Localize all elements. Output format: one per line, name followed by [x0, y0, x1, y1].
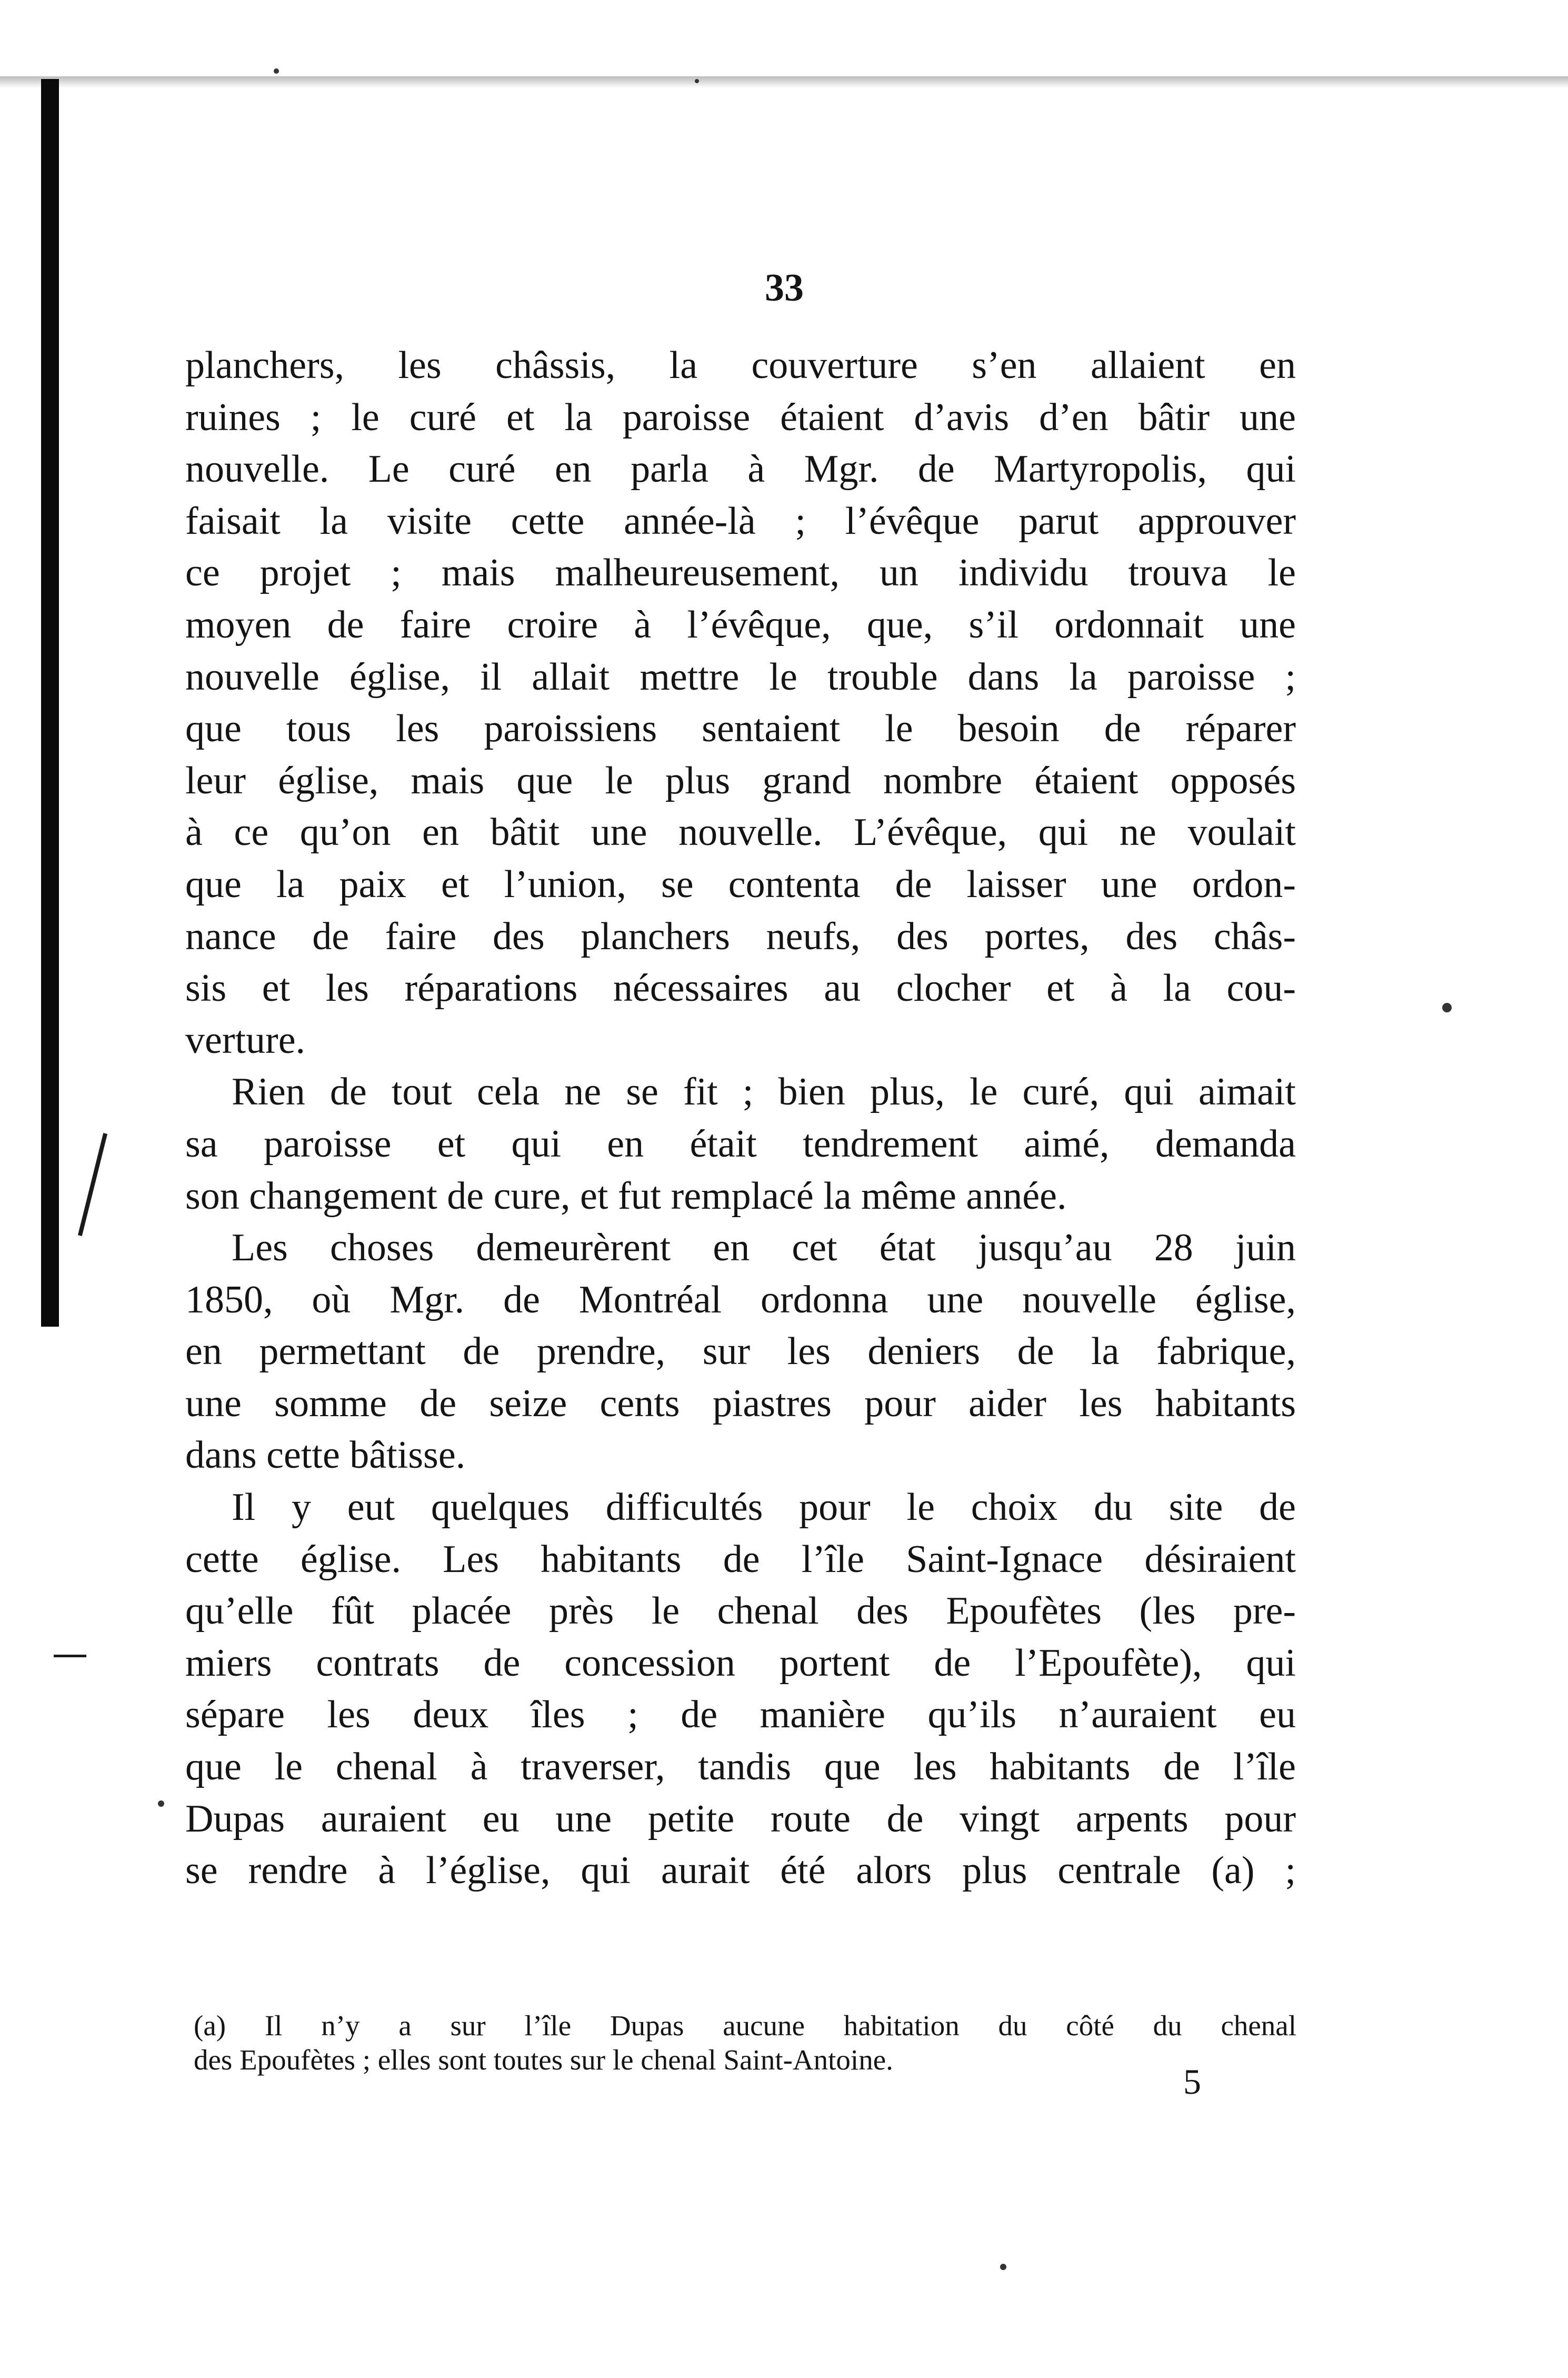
text-line: cette église. Les habitants de l’île Saint-Ignace désiraient [185, 1537, 1296, 1581]
text-line: ce projet ; mais malheureusement, un individu trouva le [185, 551, 1296, 595]
text-line: que le chenal à traverser, tandis que les habitants de l’île [185, 1745, 1296, 1789]
text-line: une somme de seize cents piastres pour aider les habitants [185, 1381, 1296, 1425]
text-line: Il y eut quelques difficultés pour le choix du site de [232, 1486, 1296, 1529]
text-line: planchers, les châssis, la couverture s’en allaient en [185, 344, 1296, 387]
text-line: faisait la visite cette année-là ; l’évêque parut approuver [185, 499, 1296, 543]
text-line: nouvelle église, il allait mettre le trouble dans la paroisse ; [185, 655, 1296, 699]
ink-speck [1000, 2264, 1006, 2270]
text-line: miers contrats de concession portent de l’Epoufète), qui [185, 1641, 1296, 1685]
binding-edge [41, 79, 59, 1327]
text-line: ruines ; le curé et la paroisse étaient d’avis d’en bâtir une [185, 395, 1296, 439]
footnote [194, 2008, 1296, 2077]
text-line: verture. [185, 1018, 306, 1062]
footnote-line: des Epoufètes ; elles sont toutes sur le chenal Saint-Antoine. [194, 2044, 893, 2076]
text-line: Rien de tout cela ne se fit ; bien plus, le curé, qui aimait [232, 1070, 1296, 1114]
footnote-line: (a) Il n’y a sur l’île Dupas aucune habitation du côté du chenal [194, 2009, 1296, 2042]
text-line: son changement de cure, et fut remplacé la même année. [185, 1174, 1067, 1218]
ink-speck [1442, 1003, 1452, 1012]
text-line: que tous les paroissiens sentaient le besoin de réparer [185, 707, 1296, 751]
text-line: que la paix et l’union, se contenta de laisser une ordon- [185, 862, 1296, 906]
page-number: 33 [765, 266, 804, 310]
text-line: en permettant de prendre, sur les deniers de la fabrique, [185, 1330, 1296, 1374]
text-line: qu’elle fût placée près le chenal des Epoufètes (les pre- [185, 1589, 1296, 1633]
body-text [185, 340, 1296, 1897]
text-line: Les choses demeurèrent en cet état jusqu’au 28 juin [232, 1226, 1296, 1270]
text-line: à ce qu’on en bâtit une nouvelle. L’évêque, qui ne voulait [185, 811, 1296, 854]
margin-dash-mark [54, 1655, 86, 1657]
signature-mark: 5 [1183, 2062, 1201, 2102]
page-binding-shadow [0, 76, 1568, 88]
text-line: nance de faire des planchers neufs, des portes, des châs- [185, 914, 1296, 958]
text-line: sa paroisse et qui en était tendrement aimé, demanda [185, 1122, 1296, 1166]
ink-speck [274, 68, 279, 74]
text-line: leur église, mais que le plus grand nombre étaient opposés [185, 759, 1296, 802]
text-line: nouvelle. Le curé en parla à Mgr. de Martyropolis, qui [185, 447, 1296, 491]
text-line: 1850, où Mgr. de Montréal ordonna une nouvelle église, [185, 1278, 1296, 1321]
ink-speck [158, 1800, 164, 1807]
ink-speck [695, 79, 699, 83]
text-line: moyen de faire croire à l’évêque, que, s’il ordonnait une [185, 603, 1296, 646]
text-line: sépare les deux îles ; de manière qu’ils n’auraient eu [185, 1693, 1296, 1737]
text-line: sis et les réparations nécessaires au clocher et à la cou- [185, 967, 1296, 1010]
text-line: Dupas auraient eu une petite route de vingt arpents pour [185, 1797, 1296, 1840]
text-line: se rendre à l’église, qui aurait été alors plus centrale (a) ; [185, 1849, 1296, 1893]
margin-pen-mark [78, 1133, 107, 1236]
text-line: dans cette bâtisse. [185, 1434, 466, 1477]
